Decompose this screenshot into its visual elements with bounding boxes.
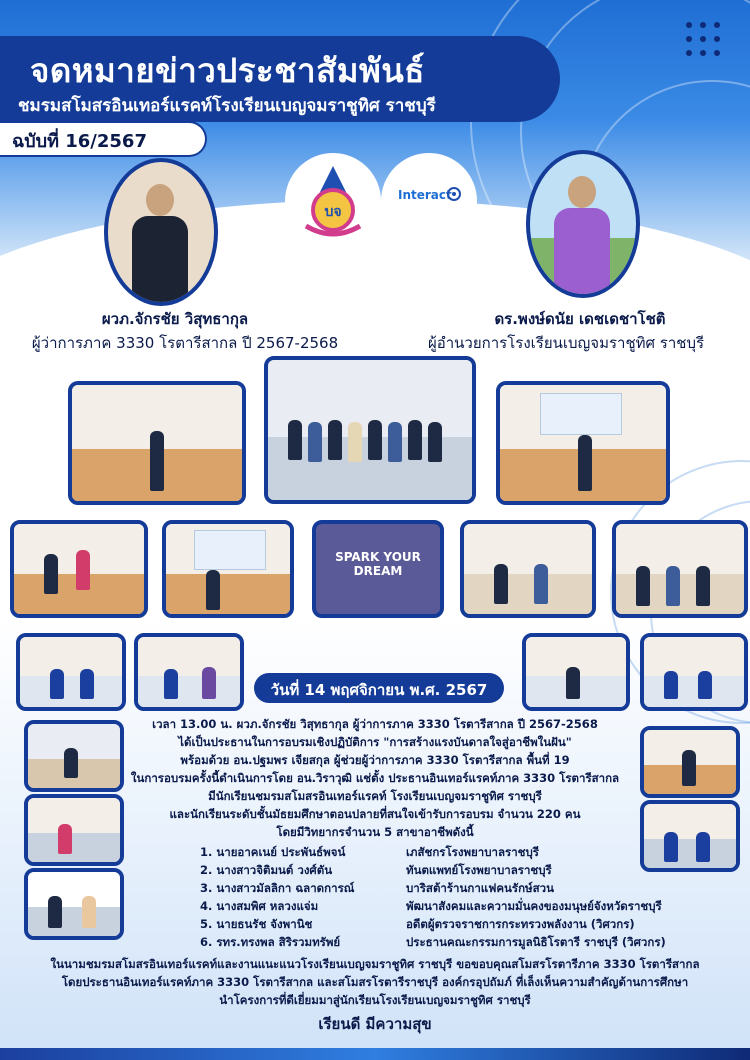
event-photo: [612, 520, 748, 618]
director-role: ผู้อำนวยการโรงเรียนเบญจมราชูทิศ ราชบุรี: [427, 334, 705, 352]
event-line: ในการอบรมครั้งนี้ดำเนินการโดย อน.วิราวุฒิ แช่ตั้ง ประธานอินเทอร์แรคท์ภาค 3330 โรตารีสากล: [130, 771, 620, 785]
school-motto: เรียนดี มีความสุข: [318, 1015, 432, 1033]
event-line: ได้เป็นประธานในการอบรมเชิงปฏิบัติการ "การสร้างแรงบันดาลใจสู่อาชีพในฝัน": [178, 735, 572, 749]
event-line: เวลา 13.00 น. ผวภ.จักรชัย วิสุทธากุล ผู้ว่าการภาค 3330 โรตารีสากล ปี 2567-2568: [152, 717, 598, 731]
speaker-name: 1. นายอาคเนย์ ประพันธ์พจน์: [200, 845, 346, 859]
speaker-title: ประธานคณะกรรมการมูลนิธิโรตารี ราชบุรี (วิศวกร): [406, 935, 666, 949]
speaker-title: ทันตแพทย์โรงพยาบาลราชบุรี: [406, 863, 552, 877]
event-photo: [10, 520, 148, 618]
speaker-title: อดีตผู้ตรวจราชการกระทรวงพลังงาน (วิศวกร): [406, 917, 635, 931]
event-photo: [496, 381, 670, 505]
club-name: ชมรมสโมสรอินเทอร์แรคท์โรงเรียนเบญจมราชูทิศ ราชบุรี: [18, 96, 436, 116]
speaker-title: บาริสต้าร้านกาแฟคนรักษ์สวน: [406, 881, 554, 895]
speaker-name: 2. นางสาวจิติมนต์ วงศ์ตัน: [200, 863, 333, 877]
event-photo: [640, 800, 740, 872]
event-photo: [162, 520, 294, 618]
event-line: และนักเรียนระดับชั้นมัธยมศึกษาตอนปลายที่สนใจเข้ารับการอบรม จำนวน 220 คน: [169, 807, 581, 821]
event-photo: [640, 726, 740, 798]
bottom-stripe: [0, 1048, 750, 1060]
director-portrait: [526, 150, 640, 298]
speaker-name: 4. นางสมพิศ หลวงแจ่ม: [200, 899, 319, 913]
speaker-name: 6. รทร.ทรงพล สิริรวมทรัพย์: [200, 935, 341, 949]
event-photo: [24, 720, 124, 792]
closing-line: ในนามชมรมสโมสรอินเทอร์แรคท์และงานแนะแนวโรงเรียนเบญจมราชูทิศ ราชบุรี ขอขอบคุณสโมสรโรตารีภาค 3330 โรตารีสากล: [50, 957, 700, 971]
event-line: พร้อมด้วย อน.ปฐมพร เจียสกุล ผู้ช่วยผู้ว่าการภาค 3330 โรตารีสากล พื้นที่ 19: [180, 753, 570, 767]
event-photo: [460, 520, 596, 618]
dots-decoration: [686, 22, 730, 66]
closing-line: นำโครงการที่ดีเยี่ยมมาสู่นักเรียนโรงเรียนเบญจมราชูทิศ ราชบุรี: [219, 993, 531, 1007]
event-photo: [16, 633, 126, 711]
event-photo: [640, 633, 748, 711]
event-photo: [68, 381, 246, 505]
event-line: มีนักเรียนชมรมสโมสรอินเทอร์แรคท์ โรงเรียนเบญจมราชูทิศ ราชบุรี: [208, 789, 542, 803]
event-photo: [134, 633, 244, 711]
event-line: โดยมีวิทยากรจำนวน 5 สาขาอาชีพดังนี้: [276, 825, 474, 839]
group-photo: [264, 356, 476, 504]
issue-number: ฉบับที่ 16/2567: [12, 131, 147, 152]
speaker-name: 5. นายธนรัช จังพานิช: [200, 917, 313, 931]
speaker-title: เภสัชกรโรงพยาบาลราชบุรี: [406, 845, 539, 859]
interact-label: Interact: [398, 188, 452, 202]
event-photo: [522, 633, 630, 711]
event-photo: [24, 868, 124, 940]
director-name: ดร.พงษ์ดนัย เดชเดชาโชติ: [494, 310, 666, 328]
closing-line: โดยประธานอินเทอร์แรคท์ภาค 3330 โรตารีสากล และสโมสรโรตารีราชบุรี องค์กรอุปถัมภ์ ที่เล็งเห็นความสำคัญด้านการศึกษา: [61, 975, 689, 989]
newsletter-title: จดหมายข่าวประชาสัมพันธ์: [30, 51, 425, 90]
svg-text:บจ: บจ: [324, 204, 342, 220]
governor-portrait: [104, 158, 218, 306]
interact-logo: [384, 156, 474, 246]
school-crest-icon: [288, 156, 378, 246]
event-date: วันที่ 14 พฤศจิกายน พ.ศ. 2567: [270, 681, 488, 699]
speaker-name: 3. นางสาวมัลลิกา ฉลาดการณ์: [200, 881, 355, 895]
presentation-slide-photo: [312, 520, 444, 618]
governor-name: ผวภ.จักรชัย วิสุทธากุล: [101, 310, 249, 328]
speaker-title: พัฒนาสังคมและความมั่นคงของมนุษย์จังหวัดราชบุรี: [406, 899, 662, 913]
rotary-wheel-icon: [446, 186, 462, 202]
event-photo: [24, 794, 124, 866]
governor-role: ผู้ว่าการภาค 3330 โรตารีสากล ปี 2567-2568: [31, 334, 339, 352]
slide-text: SPARK YOUR DREAM: [335, 550, 421, 578]
